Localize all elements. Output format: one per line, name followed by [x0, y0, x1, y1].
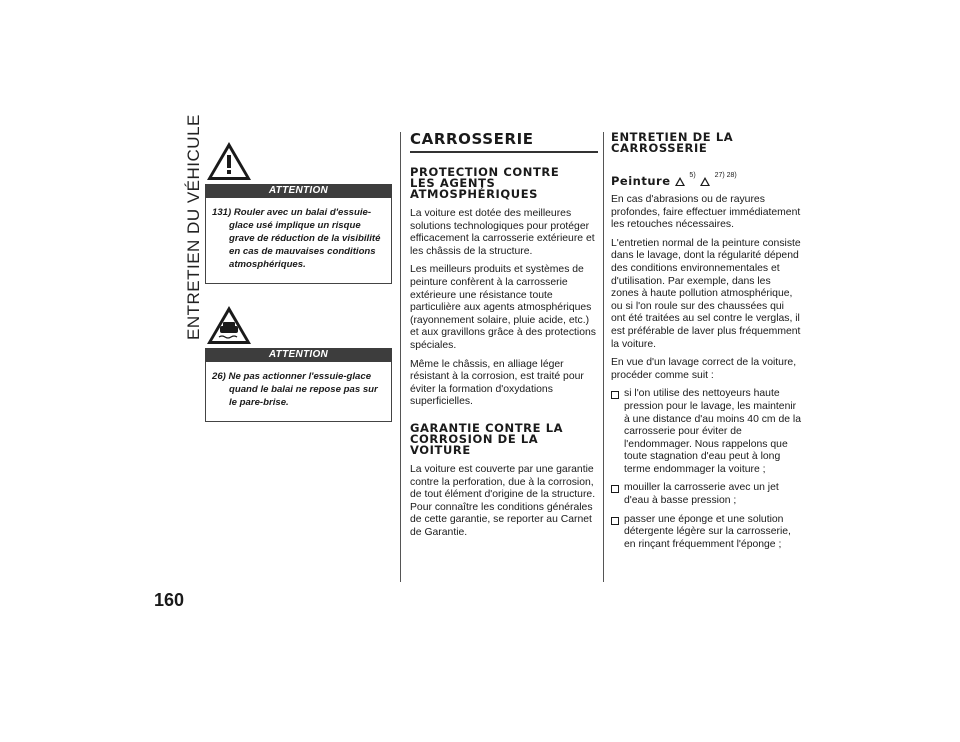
warning-block-1 [205, 140, 392, 284]
warnings-column [205, 140, 392, 422]
protection-heading: PROTECTION CONTRE LES AGENTS ATMOSPHÉRIQUES [410, 165, 560, 201]
list-item: passer une éponge et une solution détergente légère sur la carrosserie, en rinçant fréquemment l'éponge ; [611, 514, 801, 552]
page-number: 160 [154, 590, 185, 610]
warning-text-box [205, 198, 392, 284]
warning-triangle-icon [700, 177, 710, 186]
reference-note: 5) [689, 172, 696, 179]
warning-exclamation-icon [205, 140, 392, 184]
warning-text-box [205, 362, 392, 422]
paragraph: Les meilleurs produits et systèmes de peinture confèrent à la carrosserie extérieure une résistance toute particulière aux agents atmosphériques (rayonnement solaire, pluie acide, etc.) et aux gravillons grâce à des protections spéciales. [410, 264, 596, 351]
warning-text: Ne pas actionner l'essuie-glace quand le balai ne repose pas sur le pare-brise. [228, 371, 378, 408]
warning-block-2 [205, 304, 392, 422]
checkbox-bullet-icon [611, 485, 619, 493]
warning-triangle-icon [675, 177, 685, 186]
peinture-heading-row [611, 172, 801, 190]
paragraph: La voiture est dotée des meilleures solutions technologiques pour protéger efficacement la carrosserie extérieure et les châssis de la structure. [410, 208, 595, 257]
column-divider-1 [400, 132, 401, 582]
warning-item [212, 370, 385, 409]
garantie-heading: GARANTIE CONTRE LA CORROSION DE LA VOITURE [410, 420, 564, 457]
section-title: CARROSSERIE [410, 130, 598, 153]
warning-number: 131) [212, 207, 232, 218]
warning-header: ATTENTION [205, 348, 392, 362]
carrosserie-column [410, 130, 598, 539]
column-divider-2 [603, 132, 604, 582]
checkbox-bullet-icon [611, 517, 619, 525]
chapter-title-text: ENTRETIEN DU VÉHICULE [184, 114, 203, 340]
entretien-heading: ENTRETIEN DE LA CARROSSERIE [611, 130, 734, 155]
skidding-car-warning-icon [205, 304, 392, 348]
list-item: si l'on utilise des nettoyeurs haute pression pour le lavage, les maintenir à une distance d'au moins 40 cm de la carrosserie pour éviter de l'endommager. Nous rappelons que toute stagnation d'eau peut à long terme endommager la voiture ; [611, 388, 801, 476]
paragraph: En cas d'abrasions ou de rayures profondes, faire effectuer immédiatement les retouches nécessaires. [611, 194, 801, 231]
paragraph: L'entretien normal de la peinture consiste dans le lavage, dont la régularité dépend des conditions environnementales et d'utilisation. Par exemple, dans les zones à haute pollution atmosphérique, ou si l'on roule sur des chaussées qui ont été traitées au sel contre le verglas, il est préférable de laver plus fréquemment la voiture. [611, 237, 801, 350]
list-item: mouiller la carrosserie avec un jet d'eau à basse pression ; [611, 482, 801, 507]
entretien-column [611, 130, 801, 551]
warning-text: Rouler avec un balai d'essuie-glace usé implique un risque grave de réduction de la visibilité en cas de mauvaises conditions atmosphériques. [229, 207, 381, 270]
warning-number: 26) [212, 371, 226, 382]
warning-item [212, 206, 385, 271]
peinture-heading: Peinture [611, 174, 671, 188]
chapter-side-title [160, 114, 203, 340]
paragraph: Même le châssis, en alliage léger résistant à la corrosion, est traité pour éviter la formation d'oxydations superficielles. [410, 358, 584, 408]
paragraph: La voiture est couverte par une garantie contre la perforation, due à la corrosion, de tout élément d'origine de la structure. Pour connaître les conditions générales de cette garantie, se reporter au Carnet de Garantie. [410, 463, 596, 538]
paragraph: En vue d'un lavage correct de la voiture, procéder comme suit : [611, 357, 797, 381]
reference-note: 27) 28) [714, 172, 737, 179]
checkbox-bullet-icon [611, 391, 619, 399]
warning-header: ATTENTION [205, 184, 392, 198]
